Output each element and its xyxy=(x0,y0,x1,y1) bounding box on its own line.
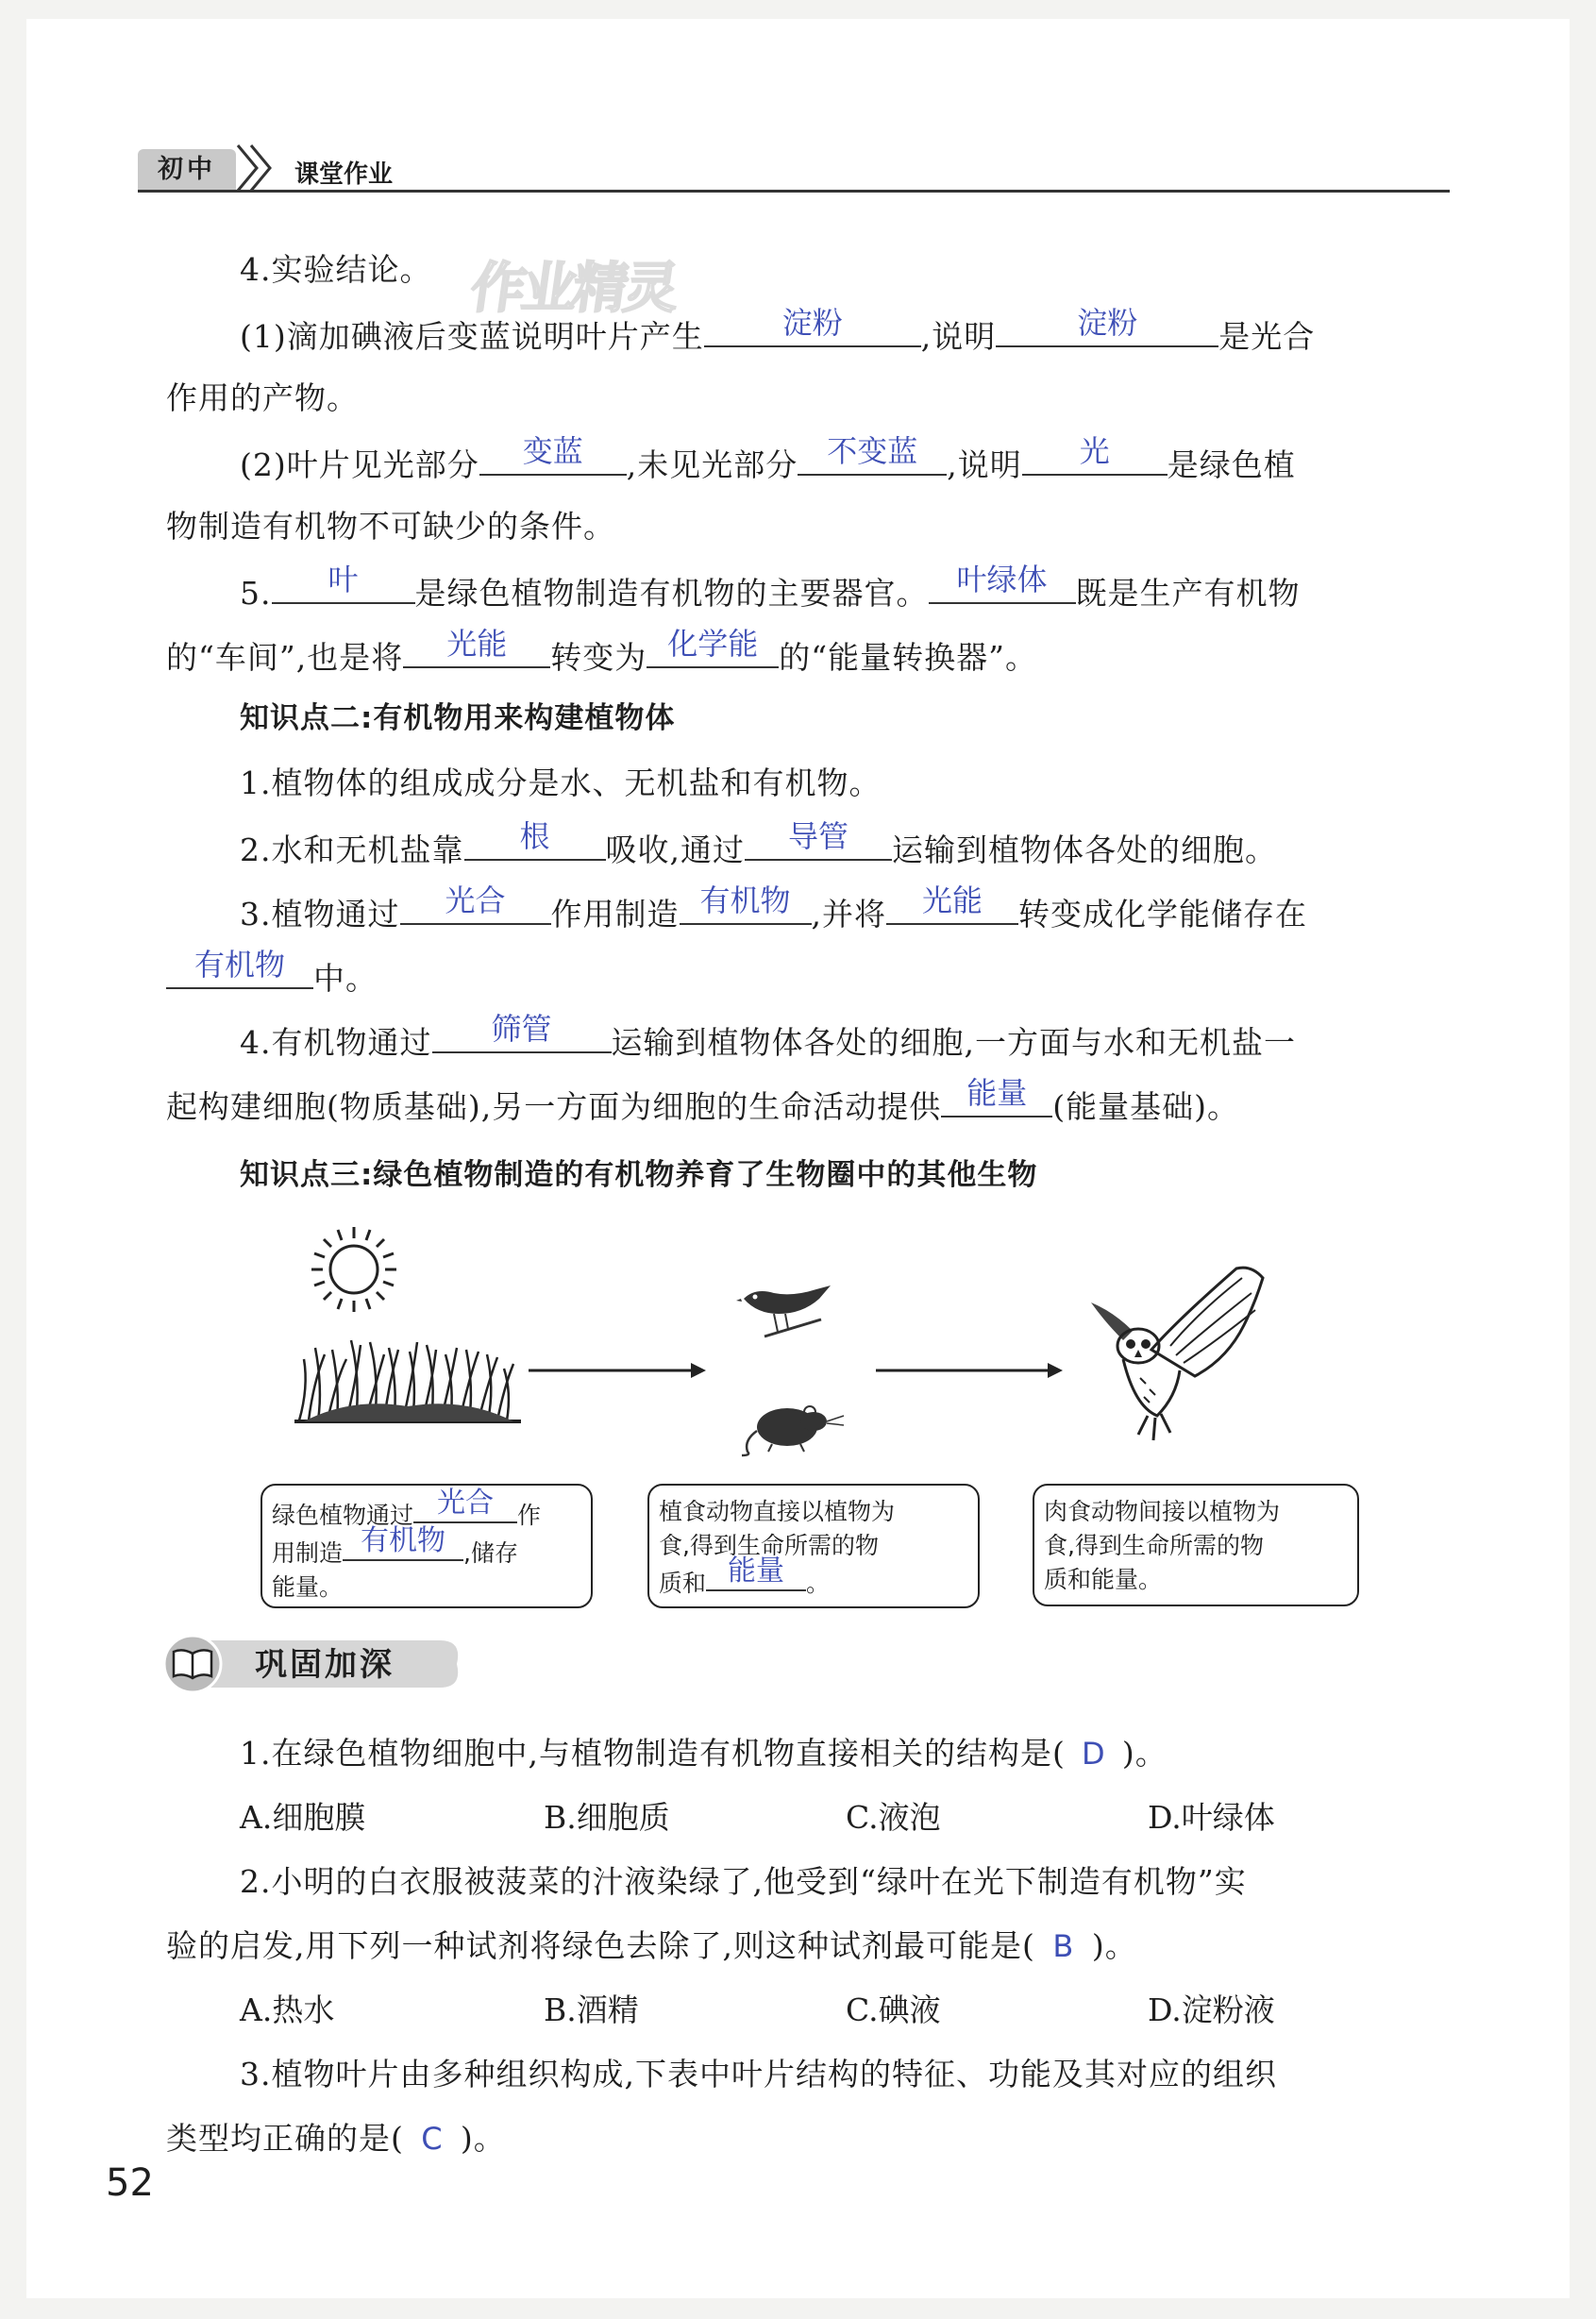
option-b: B.酒精 xyxy=(544,1991,639,2028)
text: ,储存 xyxy=(463,1539,518,1567)
text: 作用制造 xyxy=(550,896,680,933)
text: 类型均正确的是( xyxy=(166,2120,404,2157)
k2-item3-line2 xyxy=(166,947,1461,1001)
text: )。 xyxy=(460,2120,506,2157)
blank xyxy=(886,882,1018,925)
box-line xyxy=(659,1554,968,1601)
box-line: 食,得到生命所需的物 xyxy=(1044,1532,1264,1559)
s4-q1-line2: 作用的产物。 xyxy=(166,379,359,416)
blank xyxy=(432,1011,612,1053)
book-icon xyxy=(170,1644,215,1684)
answer: 光能 xyxy=(446,626,508,662)
green-plant-box xyxy=(260,1484,593,1608)
text: 。 xyxy=(806,1570,831,1597)
answer: 根 xyxy=(519,818,550,854)
text: 5. xyxy=(240,575,272,612)
text: 转变为 xyxy=(550,639,647,676)
blank xyxy=(745,818,892,861)
blank xyxy=(403,626,550,668)
text: 转变成化学能储存在 xyxy=(1018,896,1307,933)
answer: 变蓝 xyxy=(522,433,583,469)
answer: 淀粉 xyxy=(781,305,843,341)
text: 吸收,通过 xyxy=(605,832,745,868)
grass-icon xyxy=(294,1331,521,1425)
q3-stem-line1: 3.植物叶片由多种组织构成,下表中叶片结构的特征、功能及其对应的组织 xyxy=(240,2056,1277,2092)
text: 起构建细胞(物质基础),另一方面为细胞的生命活动提供 xyxy=(166,1088,942,1125)
blank xyxy=(680,882,812,925)
arrow-right-icon xyxy=(876,1359,1065,1382)
box-line: 能量。 xyxy=(272,1573,344,1601)
k2-item2 xyxy=(240,818,1535,873)
option-d: D.淀粉液 xyxy=(1148,1991,1275,2028)
answer: 能量 xyxy=(728,1554,785,1588)
text: 既是生产有机物 xyxy=(1075,575,1301,612)
k3-heading: 知识点三:绿色植物制造的有机物养育了生物圈中的其他生物 xyxy=(240,1158,1038,1192)
k2-item3 xyxy=(240,882,1535,937)
carnivore-box xyxy=(1033,1484,1359,1606)
text: 绿色植物通过 xyxy=(272,1502,414,1529)
blank xyxy=(647,626,779,668)
answer: 导管 xyxy=(787,818,848,854)
s4-q2-line xyxy=(240,433,1535,488)
text: ,并将 xyxy=(811,896,886,933)
k2-heading: 知识点二:有机物用来构建植物体 xyxy=(240,701,676,735)
answer: 光合 xyxy=(437,1487,495,1520)
s5-line2 xyxy=(166,626,1461,681)
blank xyxy=(941,1075,1052,1117)
option-c: C.碘液 xyxy=(846,1991,941,2028)
s5-line1 xyxy=(240,562,1535,616)
page-number: 52 xyxy=(106,2161,154,2205)
header-title: 课堂作业 xyxy=(294,160,394,189)
answer: 有机物 xyxy=(193,947,285,983)
mouse-icon xyxy=(738,1393,851,1459)
text: 是绿色植 xyxy=(1167,446,1296,483)
option-b: B.细胞质 xyxy=(544,1799,670,1836)
sun-icon xyxy=(302,1218,406,1321)
header-tag: 初中 xyxy=(138,149,236,191)
text: (能量基础)。 xyxy=(1052,1088,1239,1125)
blank xyxy=(798,433,947,476)
answer: B xyxy=(1052,1928,1075,1964)
answer: 能量 xyxy=(966,1075,1028,1111)
bird-icon xyxy=(736,1280,840,1355)
box-line: 食,得到生命所需的物 xyxy=(659,1532,879,1559)
text: ,说明 xyxy=(947,446,1022,483)
box-line xyxy=(272,1524,581,1571)
text: 3.植物通过 xyxy=(240,896,400,933)
answer: 光能 xyxy=(921,882,983,918)
text: 4.有机物通过 xyxy=(240,1024,432,1061)
answer: 化学能 xyxy=(667,626,759,662)
text: 的“能量转换器”。 xyxy=(779,639,1037,676)
section-banner xyxy=(157,1633,468,1695)
watermark: 作业精灵 xyxy=(466,256,680,320)
text: ,未见光部分 xyxy=(626,446,798,483)
blank xyxy=(166,947,313,989)
answer: D xyxy=(1082,1736,1106,1772)
answer: 叶绿体 xyxy=(956,562,1048,597)
blank xyxy=(413,1487,517,1523)
text: )。 xyxy=(1091,1927,1137,1964)
text: 是绿色植物制造有机物的主要器官。 xyxy=(414,575,929,612)
answer: 光 xyxy=(1079,433,1110,469)
option-d: D.叶绿体 xyxy=(1148,1799,1275,1836)
answer: 有机物 xyxy=(699,882,791,918)
k2-item4-line2 xyxy=(166,1075,1461,1130)
text: 1.在绿色植物细胞中,与植物制造有机物直接相关的结构是( xyxy=(240,1735,1066,1772)
blank xyxy=(464,818,606,861)
text: 验的启发,用下列一种试剂将绿色去除了,则这种试剂最可能是( xyxy=(166,1927,1035,1964)
k2-item1: 1.植物体的组成成分是水、无机盐和有机物。 xyxy=(240,765,882,801)
option-a: A.热水 xyxy=(240,1991,335,2028)
answer: 有机物 xyxy=(361,1524,446,1557)
text: ,说明 xyxy=(920,318,997,355)
section-title: 巩固加深 xyxy=(255,1646,395,1684)
blank xyxy=(1022,433,1168,476)
blank xyxy=(272,562,415,604)
q2-stem-line2 xyxy=(166,1924,1461,1969)
option-c: C.液泡 xyxy=(846,1799,941,1836)
text: 质和 xyxy=(659,1570,707,1597)
double-chevron-icon xyxy=(232,142,279,193)
text: (1)滴加碘液后变蓝说明叶片产生 xyxy=(240,318,704,355)
text: 用制造 xyxy=(272,1539,344,1567)
blank xyxy=(929,562,1076,604)
blank xyxy=(706,1554,806,1591)
box-line: 植食动物直接以植物为 xyxy=(659,1498,896,1525)
blank xyxy=(479,433,627,476)
s4-q1-line xyxy=(240,305,1535,360)
herbivore-box xyxy=(647,1484,980,1608)
answer: C xyxy=(421,2121,444,2157)
text: 2.水和无机盐靠 xyxy=(240,832,464,868)
box-line: 质和能量。 xyxy=(1044,1566,1163,1593)
answer: 筛管 xyxy=(491,1011,552,1047)
blank xyxy=(400,882,551,925)
answer: 叶 xyxy=(328,562,359,597)
blank xyxy=(704,305,921,347)
s4-q2-line2: 物制造有机物不可缺少的条件。 xyxy=(166,508,615,545)
option-a: A.细胞膜 xyxy=(240,1799,366,1836)
blank xyxy=(343,1524,463,1561)
owl-icon xyxy=(1085,1265,1274,1454)
q1-stem xyxy=(240,1731,1535,1776)
q3-stem-line2 xyxy=(166,2116,1461,2161)
answer: 淀粉 xyxy=(1077,305,1138,341)
page-header xyxy=(138,142,1450,193)
k2-item4 xyxy=(240,1011,1535,1066)
text: 的“车间”,也是将 xyxy=(166,639,404,676)
box-line: 肉食动物间接以植物为 xyxy=(1044,1498,1281,1525)
text: 中。 xyxy=(313,960,378,997)
blank xyxy=(996,305,1218,347)
text: 是光合 xyxy=(1218,318,1316,355)
answer: 光合 xyxy=(445,882,506,918)
text: )。 xyxy=(1121,1735,1168,1772)
q2-stem-line1: 2.小明的白衣服被菠菜的汁液染绿了,他受到“绿叶在光下制造有机物”实 xyxy=(240,1863,1247,1900)
answer: 不变蓝 xyxy=(827,433,918,469)
header-rule xyxy=(138,190,1450,193)
text: 运输到植物体各处的细胞,一方面与水和无机盐一 xyxy=(611,1024,1296,1061)
s4-heading: 4.实验结论。 xyxy=(240,251,432,288)
text: 运输到植物体各处的细胞。 xyxy=(892,832,1277,868)
arrow-right-icon xyxy=(529,1359,708,1382)
text: (2)叶片见光部分 xyxy=(240,446,479,483)
text: 作 xyxy=(517,1502,542,1529)
